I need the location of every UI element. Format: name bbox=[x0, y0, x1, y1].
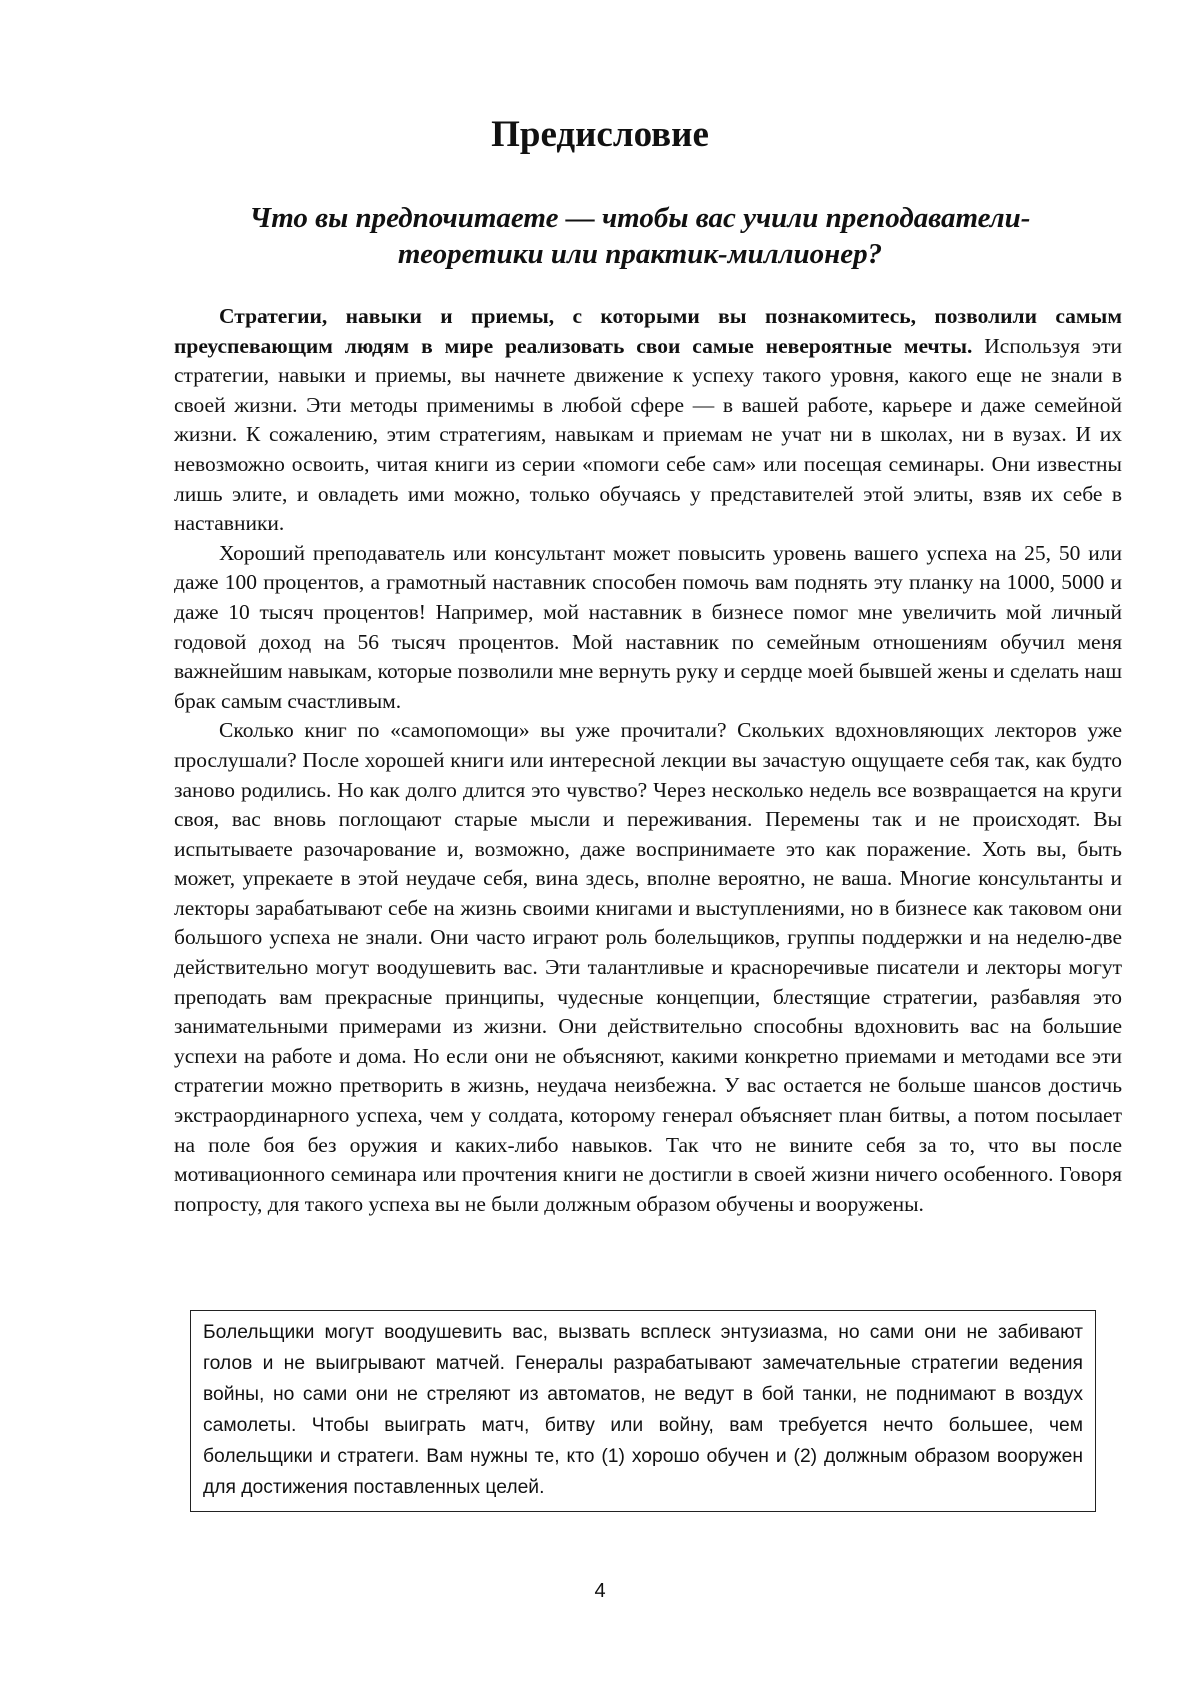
body-text bbox=[174, 302, 1122, 1219]
paragraph-1-bold-lead: Стратегии, навыки и приемы, с которыми вы познакомитесь, позволили самым преуспевающим людям в мире реализовать свои самые невероятные мечты. bbox=[174, 304, 1122, 358]
paragraph-1 bbox=[174, 302, 1122, 539]
page-title: Предисловие bbox=[0, 112, 1200, 158]
page-number: 4 bbox=[0, 1580, 1200, 1603]
paragraph-3: Сколько книг по «самопомощи» вы уже прочитали? Скольких вдохновляющих лекторов уже прослушали? После хорошей книги или интересной лекции вы зачастую ощущаете себя так, как будто заново родились. Но как долго длится это чувство? Через несколько недель все возвращается на круги своя, вас вновь поглощают старые мысли и переживания. Перемены так и не происходят. Вы испытываете разочарование и, возможно, даже воспринимаете это как поражение. Хоть вы, быть может, упрекаете в этой неудаче себя, вина здесь, вполне вероятно, не ваша. Многие консультанты и лекторы зарабатывают себе на жизнь своими книгами и выступлениями, но в бизнесе как таковом они большого успеха не знали. Они часто играют роль болельщиков, группы поддержки и на неделю-две действительно могут воодушевить вас. Эти талантливые и красноречивые писатели и лекторы могут преподать вам прекрасные принципы, чудесные концепции, блестящие стратегии, разбавляя это занимательными примерами из жизни. Они действительно способны вдохновить вас на большие успехи на работе и дома. Но если они не объясняют, какими конкретно приемами и методами все эти стратегии можно претворить в жизнь, неудача неизбежна. У вас остается не больше шансов достичь экстраординарного успеха, чем у солдата, которому генерал объясняет план битвы, а потом посылает на поле боя без оружия и каких-либо навыков. Так что не вините себя за то, что вы после мотивационного семинара или прочтения книги не достигли в своей жизни ничего особенного. Говоря попросту, для такого успеха вы не были должным образом обучены и вооружены. bbox=[174, 716, 1122, 1219]
document-page bbox=[0, 0, 1200, 1698]
page-subtitle: Что вы предпочитаете — чтобы вас учили преподаватели-теоретики или практик-миллионер? bbox=[180, 200, 1100, 272]
callout-box: Болельщики могут воодушевить вас, вызвать всплеск энтузиазма, но сами они не забивают голов и не выигрывают матчей. Генералы разрабатывают замечательные стратегии ведения войны, но сами они не стреляют из автоматов, не ведут в бой танки, не поднимают в воздух самолеты. Чтобы выиграть матч, битву или войну, вам требуется нечто большее, чем болельщики и стратеги. Вам нужны те, кто (1) хорошо обучен и (2) должным образом вооружен для достижения поставленных целей. bbox=[190, 1310, 1096, 1512]
paragraph-1-rest: Используя эти стратегии, навыки и приемы, вы начнете движение к успеху такого уровня, какого еще не знали в своей жизни. Эти методы применимы в любой сфере — в вашей работе, карьере и даже семейной жизни. К сожалению, этим стратегиям, навыкам и приемам не учат ни в школах, ни в вузах. И их невозможно освоить, читая книги из серии «помоги себе сам» или посещая семинары. Они известны лишь элите, и овладеть ими можно, только обучаясь у представителей этой элиты, взяв их себе в наставники. bbox=[174, 334, 1122, 536]
paragraph-2: Хороший преподаватель или консультант может повысить уровень вашего успеха на 25, 50 или даже 100 процентов, а грамотный наставник способен помочь вам поднять эту планку на 1000, 5000 и даже 10 тысяч процентов! Например, мой наставник в бизнесе помог мне увеличить мой личный годовой доход на 56 тысяч процентов. Мой наставник по семейным отношениям обучил меня важнейшим навыкам, которые позволили мне вернуть руку и сердце моей бывшей жены и сделать наш брак самым счастливым. bbox=[174, 539, 1122, 717]
